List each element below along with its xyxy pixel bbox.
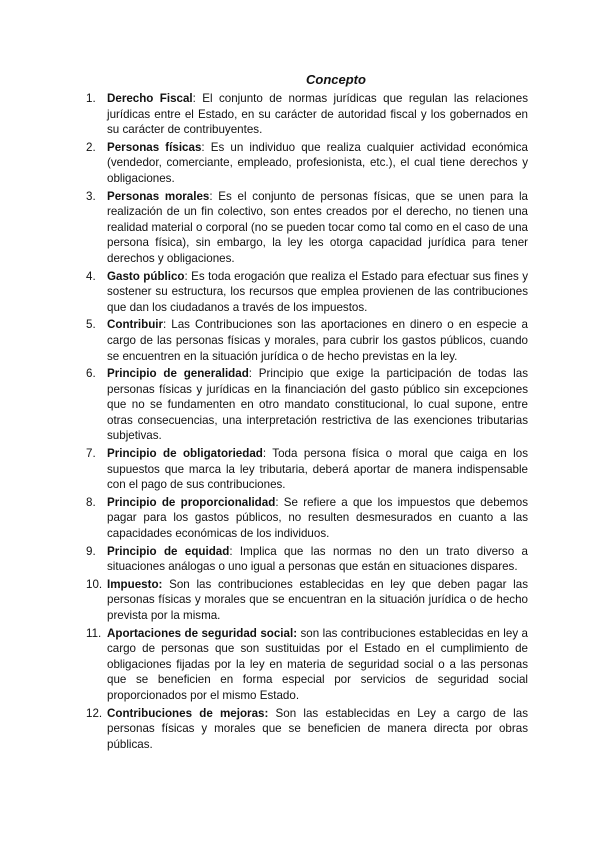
item-text: Son las contribuciones establecidas en ley que deben pagar las personas físicas y morales que se encuentran en la situación jurídica o de hecho prevista por la misma.: [107, 577, 528, 622]
item-text: Es un individuo que realiza cualquier actividad económica (vendedor, comerciante, empleado, profesionista, etc.), el cual tiene derechos y obligaciones.: [107, 140, 528, 185]
item-text: Son las establecidas en Ley a cargo de las personas físicas y morales que se beneficien de manera directa por obras públicas.: [107, 706, 528, 751]
item-text: El conjunto de normas jurídicas que regulan las relaciones jurídicas entre el Estado, en su carácter de autoridad fiscal y los gobernados en su carácter de contribuyentes.: [107, 92, 528, 137]
item-text: Es el conjunto de personas físicas, que se unen para la realización de un fin colectivo, son entes creados por el derecho, no tienen una realidad material o corporal (no se pueden tocar como tal como en el caso de una persona física), sin embargo, la ley les otorga capacidad jurídica para tener derechos y obligaciones.: [107, 189, 528, 265]
item-term: Personas morales: [107, 189, 210, 203]
item-term: Principio de proporcionalidad: [107, 495, 276, 509]
item-number: 4.: [86, 269, 96, 283]
list-item: [86, 706, 528, 753]
list-item: [86, 189, 528, 267]
item-term: Impuesto:: [107, 577, 163, 591]
item-separator: :: [192, 92, 196, 105]
item-separator: :: [248, 367, 253, 381]
item-term: Principio de obligatoriedad: [107, 447, 263, 461]
item-text: son las contribuciones establecidas en ley a cargo de personas que son sustituidas por el Estado en el cumplimiento de obligaciones fijadas por la ley en materia de seguridad social o a las personas que se beneficien en forma especial por servicios de seguridad social proporcionados por el mismo Estado.: [107, 626, 528, 702]
list-item: [86, 495, 528, 542]
item-term: Contribuciones de mejoras:: [107, 706, 269, 720]
item-term: Derecho Fiscal: [107, 92, 193, 105]
item-number: 7.: [86, 447, 96, 461]
list-item: [86, 446, 528, 493]
item-term: Gasto público: [107, 269, 185, 283]
item-number: 12.: [86, 706, 103, 720]
item-separator: :: [229, 544, 233, 558]
item-text: Toda persona física o moral que caiga en los supuestos que marca la ley tributaria, deberá aportar de manera indispensable con el pago de sus contribuciones.: [107, 447, 529, 492]
item-separator: :: [262, 447, 267, 461]
item-separator: :: [163, 318, 167, 332]
item-separator: :: [201, 140, 205, 154]
item-separator: :: [275, 495, 279, 509]
item-text: Implica que las normas no den un trato diverso a situaciones análogas o uno igual a personas que están en situaciones dispares.: [107, 544, 528, 574]
item-number: 2.: [86, 140, 96, 154]
item-term: Principio de equidad: [107, 544, 230, 558]
item-separator: :: [209, 189, 213, 203]
list-item: [86, 577, 528, 624]
item-number: 10.: [86, 577, 103, 591]
list-item: [86, 366, 528, 444]
item-term: Personas físicas: [107, 140, 202, 154]
item-number: 3.: [86, 189, 96, 203]
item-text: Es toda erogación que realiza el Estado para efectuar sus fines y sostener su estructura, los recursos que emplea provienen de las contribuciones que dan los ciudadanos a través de los impuestos.: [107, 269, 528, 314]
list-item: [86, 140, 528, 187]
item-number: 5.: [86, 318, 96, 332]
item-term: Contribuir: [107, 318, 164, 332]
item-text: Las Contribuciones son las aportaciones en dinero o en especie a cargo de las personas físicas y morales, para cubrir los gastos públicos, cuando se encuentren en la situación jurídica o de hecho previstas en la ley.: [107, 318, 528, 363]
definition-list: [86, 91, 528, 754]
item-text: Se refiere a que los impuestos que debemos pagar para los gastos públicos, no resulten desmesurados en cuanto a las capacidades económicas de los individuos.: [107, 495, 528, 541]
item-text: Principio que exige la participación de todas las personas físicas y jurídicas en la financiación del gasto público sin excepciones que no se fundamenten en otro mandato constitucional, lo cual supone, entre otras consecuencias, una interpretación restrictiva de las exenciones tributarias subjetivas.: [107, 367, 528, 443]
list-item: [86, 626, 528, 704]
item-number: 9.: [86, 544, 96, 558]
list-item: [86, 317, 528, 364]
item-number: 1.: [86, 92, 96, 105]
page-title: Concepto: [306, 72, 366, 87]
item-number: 8.: [86, 495, 96, 509]
item-separator: :: [184, 269, 188, 283]
item-number: 11.: [86, 626, 102, 640]
item-number: 6.: [86, 367, 96, 381]
list-item: [86, 269, 528, 316]
item-term: Aportaciones de seguridad social:: [107, 626, 298, 640]
list-item: [86, 544, 528, 575]
list-item: [86, 91, 528, 138]
item-term: Principio de generalidad: [107, 367, 249, 381]
